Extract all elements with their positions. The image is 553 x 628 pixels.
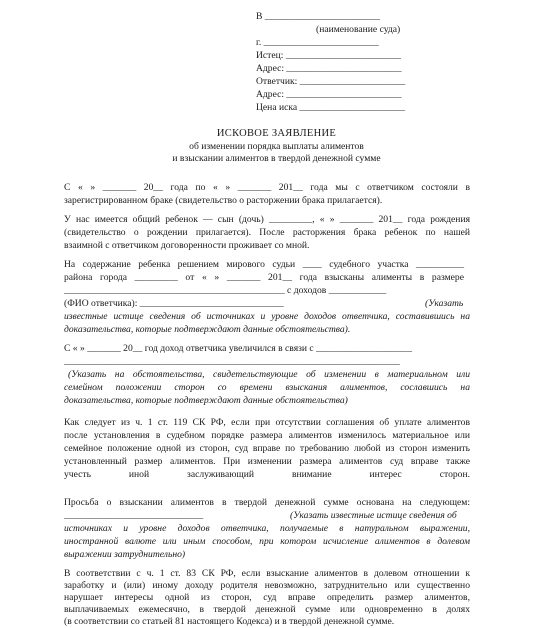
defendant-line: Ответчик: ______________________ xyxy=(256,76,406,87)
text-line: На содержание ребенка решением мирового судьи ____ судебного участка __________ xyxy=(64,259,464,270)
title-line-2: об изменении порядка выплаты алиментов xyxy=(189,141,364,152)
text-line: известные истице сведения об источниках и уровне доходов ответчика, составившись на xyxy=(64,311,470,322)
plaintiff-address-line: Адрес: ________________________ xyxy=(256,63,402,74)
text-line: _____________________________ xyxy=(64,510,204,521)
text-line: (Указать на обстоятельства, свидетельствующие об изменении в материальном или xyxy=(68,369,470,380)
text-line: взаимной с ответчиком договоренности проживает со мной. xyxy=(64,240,310,251)
text-line: У нас имеется общий ребенок — сын (дочь) _________, « » _______ 201__ года рождения xyxy=(64,214,470,225)
text-line: (свидетельство о рождении прилагается). После расторжения брака ребенок по нашей xyxy=(64,227,470,238)
court-line: В ________________________ xyxy=(256,11,380,22)
text-line: доказательства, которые подтверждают данные обстоятельства). xyxy=(64,324,351,335)
text-line: заработку и (или) иному доходу родителя невозможно, затруднительно или существенно xyxy=(64,580,470,591)
text-line: (Указать известные истице сведения об xyxy=(290,510,457,521)
text-line: иностранной валюте или иным способом, при котором исчисление алиментов в долевом xyxy=(64,536,470,547)
title-line-1: ИСКОВОЕ ЗАЯВЛЕНИЕ xyxy=(216,128,337,139)
text-line: района города _________ от « » _______ 201__ года взысканы алименты в размере xyxy=(64,272,464,283)
text-line: после установления в судебном порядке размера алиментов изменилось материальное или xyxy=(64,430,470,441)
text-line: семейное положение одной из сторон, суд вправе по требованию любой из сторон изменить xyxy=(64,443,470,454)
text-line: выплачиваемых ежемесячно, в твердой денежной сумме или одновременно в долях xyxy=(64,604,470,615)
plaintiff-line: Истец: ________________________ xyxy=(256,50,401,61)
text-line: доказательства, которые подтверждают данные обстоятельства) xyxy=(64,395,348,406)
text-line: (в соответствии со статьей 81 настоящего Кодекса) и в твердой денежной сумме. xyxy=(64,616,395,627)
text-line: семейном положении сторон со времени взыскания алиментов, сославшись на xyxy=(64,382,470,393)
text-line: ______________________________________________ с доходов ____________ xyxy=(64,285,387,296)
court-note: (наименование суда) xyxy=(316,24,401,35)
title-line-3: и взыскании алиментов в твердой денежной сумме xyxy=(172,153,381,164)
text-line: В соответствии с ч. 1 ст. 83 СК РФ, если взыскание алиментов в долевом отношении к xyxy=(64,568,470,579)
defendant-address-line: Адрес: ________________________ xyxy=(256,89,402,100)
text-line: ______________________________________________________________________ xyxy=(64,356,400,367)
text-line: (Указать xyxy=(425,298,464,309)
claim-price-line: Цена иска ______________________ xyxy=(256,102,406,113)
text-line: источниках и уровне доходов ответчика, получаемые в натуральном выражении, xyxy=(64,523,470,534)
text-line: С « » _______ 20__ год доход ответчика увеличился в связи с ____________________ xyxy=(64,343,413,354)
text-line: (ФИО ответчика): ______________________________ xyxy=(64,298,284,309)
text-line: зарегистрированном браке (свидетельство о расторжении брака прилагается). xyxy=(64,195,383,206)
text-line: установленный размер алиментов. При изменении размера алиментов суд вправе также xyxy=(64,456,470,467)
city-line: г. ________________________ xyxy=(256,37,379,48)
text-line: С « » _______ 20__ года по « » _______ 201__ года мы с ответчиком состояли в xyxy=(64,182,470,193)
text-line: учесть иной заслуживающий внимание интерес сторон. xyxy=(64,469,470,480)
text-line: нарушает интересы одной из сторон, суд вправе определить размер алиментов, xyxy=(64,592,470,603)
text-line: выражении затруднительно) xyxy=(64,549,186,560)
text-line: Как следует из ч. 1 ст. 119 СК РФ, если при отсутствии соглашения об уплате алиментов xyxy=(64,417,470,428)
text-line: Просьба о взыскании алиментов в твердой денежной сумме основана на следующем: xyxy=(64,497,470,508)
